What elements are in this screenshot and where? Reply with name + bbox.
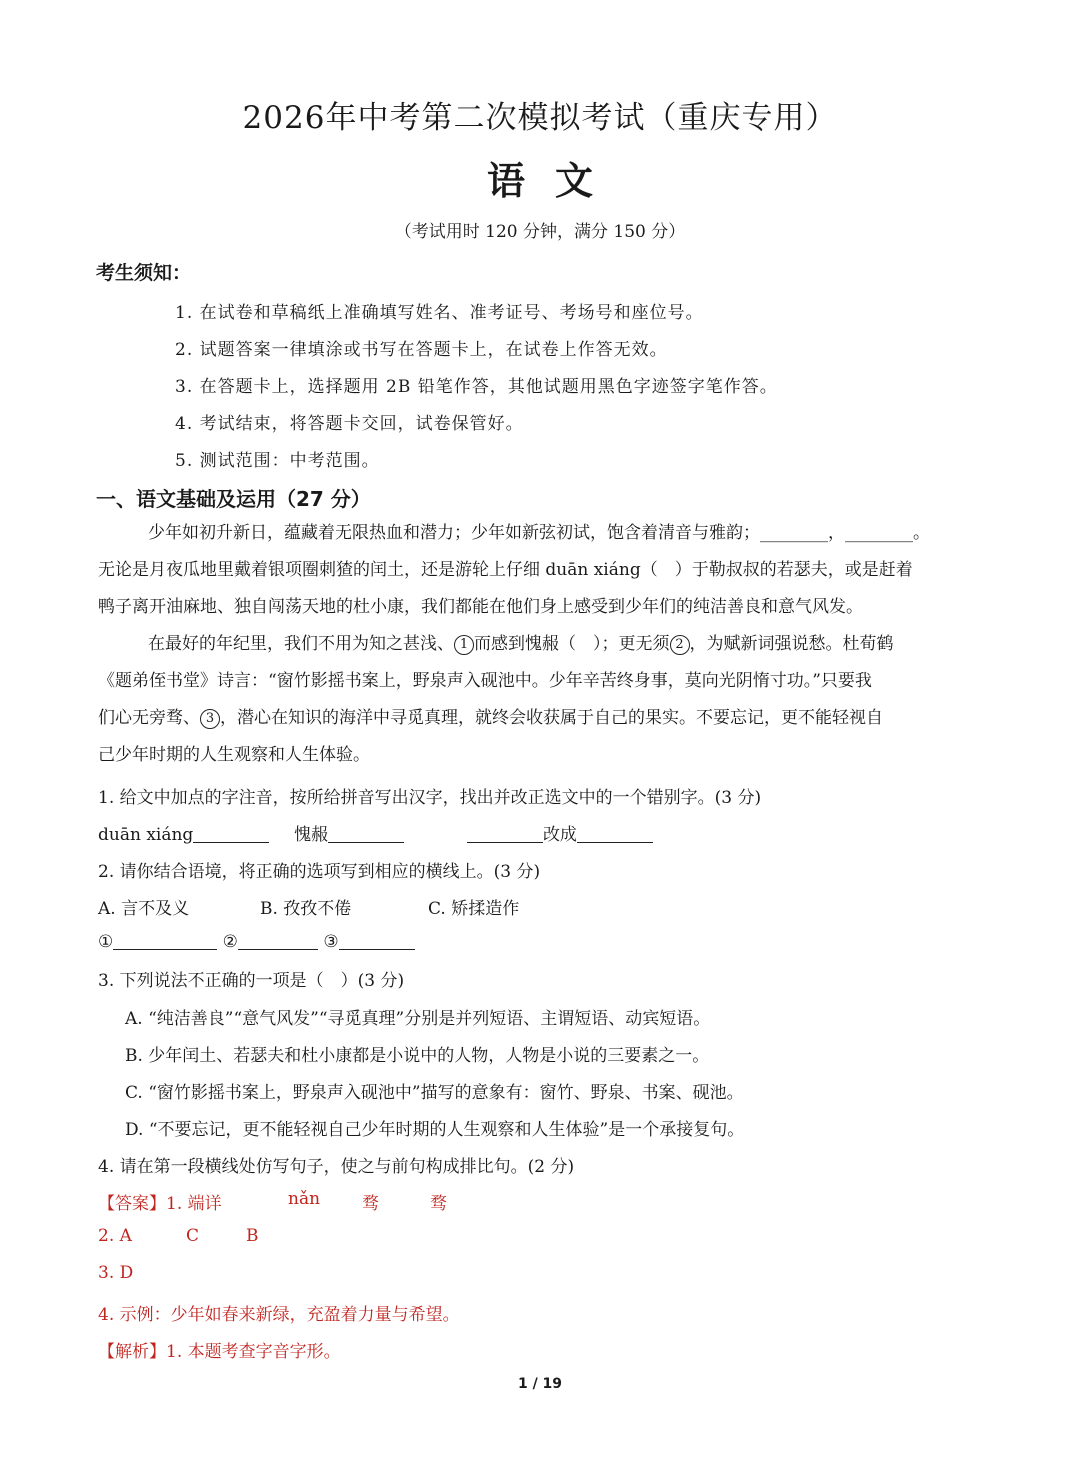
q3-option-b: B. 少年闰土、若瑟夫和杜小康都是小说中的人物，人物是小说的三要素之一。 [125,1046,710,1066]
q1-field-label: 改成 [542,825,577,845]
passage-line: 《题弟侄书堂》诗言：“窗竹影摇书案上，野泉声入砚池中。少年辛苦终身事，莫向光阴惰寸功。”只要我 [98,671,872,691]
answer-blank[interactable] [328,824,404,843]
notice-item-3: 3. 在答题卡上，选择题用 2B 铅笔作答，其他试题用黑色字迹签字笔作答。 [175,377,778,397]
answer-1-pinyin: nǎn [288,1189,321,1209]
notice-item-5: 5. 测试范围：中考范围。 [175,451,380,471]
passage-line [98,626,978,663]
notice-heading: 考生须知： [96,262,192,284]
answer-1-fix: 骛 [430,1194,447,1214]
question-1: 1. 给文中加点的字注音，按所给拼音写出汉字，找出并改正选文中的一个错别字。(3 分) [98,788,762,808]
blank-marker-3: 3 [200,709,220,729]
answer-blank[interactable] [113,931,217,950]
analysis-label: 【解析】1. 本题考查字音字形。 [98,1342,341,1362]
q2-option-b: B. 孜孜不倦 [260,899,352,919]
passage-line: 无论是月夜瓜地里戴着银项圈刺猹的闰土，还是游轮上仔细 duān xiáng（ ）于勒叔叔的若瑟夫，或是赶着 [98,560,913,580]
question-2-blanks [98,931,415,952]
blank-number: ① [98,932,114,952]
answer-4: 4. 示例：少年如春来新绿，充盈着力量与希望。 [98,1305,460,1325]
answer-blank[interactable] [577,824,653,843]
passage-line: 鸭子离开油麻地、独自闯荡天地的杜小康，我们都能在他们身上感受到少年们的纯洁善良和意气风发。 [98,597,863,617]
question-3: 3. 下列说法不正确的一项是（ ）(3 分) [98,971,405,991]
blank-marker-2: 2 [670,635,690,655]
question-2: 2. 请你结合语境，将正确的选项写到相应的横线上。(3 分) [98,862,541,882]
passage-text: ，为赋新词强说愁。杜荀鹤 [689,634,894,654]
passage-text: 在最好的年纪里，我们不用为知之甚浅、 [148,634,454,654]
section-1-heading: 一、语文基础及运用（27 分） [96,487,371,511]
answer-blank[interactable] [339,931,415,950]
answer-2-c: B [246,1226,259,1246]
question-4: 4. 请在第一段横线处仿写句子，使之与前句构成排比句。(2 分) [98,1157,575,1177]
passage-text: ，潜心在知识的海洋中寻觅真理，就终会收获属于自己的果实。不要忘记，更不能轻视自 [220,708,883,728]
q3-option-c: C. “窗竹影摇书案上，野泉声入砚池中”描写的意象有：窗竹、野泉、书案、砚池。 [125,1083,744,1103]
blank-number: ② [222,932,238,952]
q3-option-a: A. “纯洁善良”“意气风发”“寻觅真理”分别是并列短语、主谓短语、动宾短语。 [125,1009,711,1029]
blank-marker-1: 1 [454,635,474,655]
question-1-fields [98,820,653,845]
notice-item-2: 2. 试题答案一律填涂或书写在答题卡上，在试卷上作答无效。 [175,340,668,360]
answer-1-label: 【答案】1. 端详 [98,1194,222,1214]
passage-line [98,700,978,737]
answer-blank[interactable] [467,824,543,843]
answer-blank[interactable] [193,824,269,843]
passage-line: 己少年时期的人生观察和人生体验。 [98,745,370,765]
answer-blank[interactable] [238,931,318,950]
exam-title: 2026年中考第二次模拟考试（重庆专用） [242,100,838,136]
q2-option-c: C. 矫揉造作 [428,899,520,919]
passage-line: 少年如初升新日，蕴藏着无限热血和潜力；少年如新弦初试，饱含着清音与雅韵；________，________。 [148,523,930,543]
q2-option-a: A. 言不及义 [98,899,190,919]
notice-item-4: 4. 考试结束，将答题卡交回，试卷保管好。 [175,414,524,434]
answer-2-b: C [186,1226,200,1246]
q3-option-d: D. “不要忘记，更不能轻视自己少年时期的人生观察和人生体验”是一个承接复句。 [125,1120,745,1140]
subject-title: 语文 [486,158,623,203]
passage-text: 们心无旁骛、 [98,708,200,728]
q1-field-label: 愧赧 [294,825,329,845]
answer-1-char: 骛 [362,1194,379,1214]
passage-paragraph-2 [98,626,978,774]
exam-note: （考试用时 120 分钟，满分 150 分） [394,222,686,242]
q1-field-label: duān xiáng [98,825,194,845]
passage-text: 而感到愧赧（ ）；更无须 [474,634,670,654]
answer-2-a: 2. A [98,1226,132,1246]
answer-3: 3. D [98,1263,134,1283]
page-number: 1 / 19 [517,1376,563,1392]
notice-item-1: 1. 在试卷和草稿纸上准确填写姓名、准考证号、考场号和座位号。 [175,303,704,323]
passage-paragraph-1 [98,515,978,626]
blank-number: ③ [323,932,339,952]
